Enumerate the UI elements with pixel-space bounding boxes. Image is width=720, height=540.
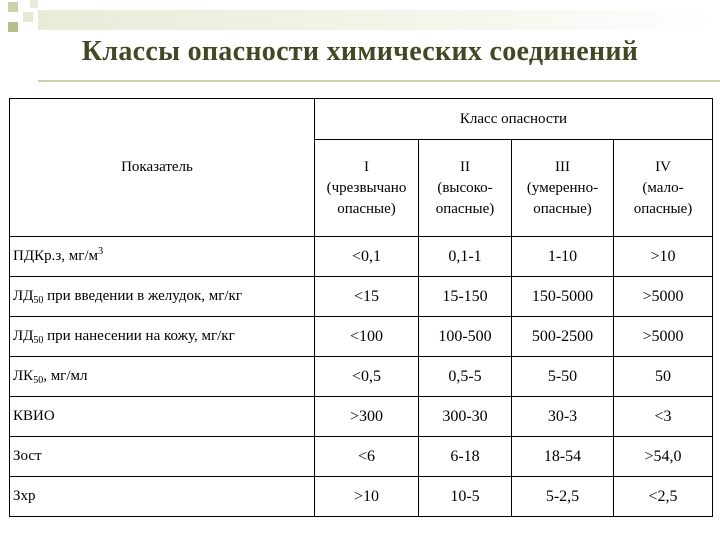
class-numeral: II [460, 158, 470, 175]
class-header-2 [419, 140, 512, 237]
cell-value: 50 [614, 357, 713, 397]
cell-value: 0,5-5 [419, 357, 512, 397]
cell-value: 5-2,5 [512, 477, 614, 517]
cell-value: >5000 [614, 317, 713, 357]
row-label [10, 477, 315, 517]
class-header-1 [315, 140, 419, 237]
class-header-4 [614, 140, 713, 237]
cell-value: >10 [315, 477, 419, 517]
class-desc: (чрезвычано [326, 179, 407, 196]
row-label [10, 397, 315, 437]
row-label-sup: 3 [98, 246, 104, 257]
class-numeral: IV [655, 158, 671, 175]
class-desc: опасные) [633, 200, 693, 217]
decor-square [23, 12, 33, 22]
decor-square [8, 22, 18, 32]
cell-value: <0,5 [315, 357, 419, 397]
table-row [10, 437, 713, 477]
row-label [10, 237, 315, 277]
cell-value: 6-18 [419, 437, 512, 477]
cell-value: <0,1 [315, 237, 419, 277]
cell-value: 15-150 [419, 277, 512, 317]
cell-value: >5000 [614, 277, 713, 317]
row-label [10, 277, 315, 317]
row-label [10, 357, 315, 397]
table-row [10, 477, 713, 517]
row-label-rest: при нанесении на кожу, мг/кг [43, 328, 235, 344]
class-desc: (мало- [642, 179, 684, 196]
row-label-sub: 50 [33, 335, 44, 346]
class-desc: (умеренно- [526, 179, 599, 196]
cell-value: <100 [315, 317, 419, 357]
class-desc: опасные) [337, 200, 396, 217]
row-label-main: Зост [13, 448, 42, 464]
decor-square [30, 0, 38, 8]
title-underline [38, 80, 720, 82]
cell-value: <6 [315, 437, 419, 477]
row-label [10, 317, 315, 357]
class-numeral: III [555, 158, 570, 175]
class-header-3 [512, 140, 614, 237]
class-desc: опасные) [533, 200, 592, 217]
cell-value: >54,0 [614, 437, 713, 477]
cell-value: 0,1-1 [419, 237, 512, 277]
row-label-main: ПДКр.з, мг/м [13, 248, 99, 264]
cell-value: 10-5 [419, 477, 512, 517]
row-label-sub: 50 [33, 295, 44, 306]
table-row [10, 317, 713, 357]
hazard-class-table [9, 98, 713, 517]
cell-value: 100-500 [419, 317, 512, 357]
cell-value: 300-30 [419, 397, 512, 437]
row-label-main: ЛД [13, 288, 34, 304]
decor-top-bar [38, 10, 720, 30]
cell-value: 18-54 [512, 437, 614, 477]
cell-value: <15 [315, 277, 419, 317]
cell-value: 1-10 [512, 237, 614, 277]
row-label-sub: 50 [33, 375, 44, 386]
cell-value: >300 [315, 397, 419, 437]
table-row [10, 237, 713, 277]
row-label-rest: при введении в желудок, мг/кг [43, 288, 242, 304]
row-label-main: ЛК [13, 368, 34, 384]
indicator-header-cell [10, 99, 315, 237]
cell-value: >10 [614, 237, 713, 277]
decor-square [8, 2, 18, 12]
slide-title: Классы опасности химических соединений [81, 36, 639, 67]
hazard-class-group-header [315, 99, 713, 140]
cell-value: <2,5 [614, 477, 713, 517]
table-row [10, 357, 713, 397]
row-label [10, 437, 315, 477]
row-label-main: Зхр [13, 488, 36, 504]
cell-value: 5-50 [512, 357, 614, 397]
cell-value: 30-3 [512, 397, 614, 437]
table-row [10, 277, 713, 317]
table-row [10, 397, 713, 437]
row-label-rest: , мг/мл [43, 368, 88, 384]
row-label-main: КВИО [13, 408, 55, 424]
class-numeral: I [364, 158, 369, 175]
indicator-header: Показатель [121, 159, 193, 175]
cell-value: <3 [614, 397, 713, 437]
class-desc: (высоко- [437, 179, 493, 196]
cell-value: 150-5000 [512, 277, 614, 317]
group-header-text: Класс опасности [459, 110, 568, 127]
cell-value: 500-2500 [512, 317, 614, 357]
class-desc: опасные) [435, 200, 495, 217]
row-label-main: ЛД [13, 328, 34, 344]
